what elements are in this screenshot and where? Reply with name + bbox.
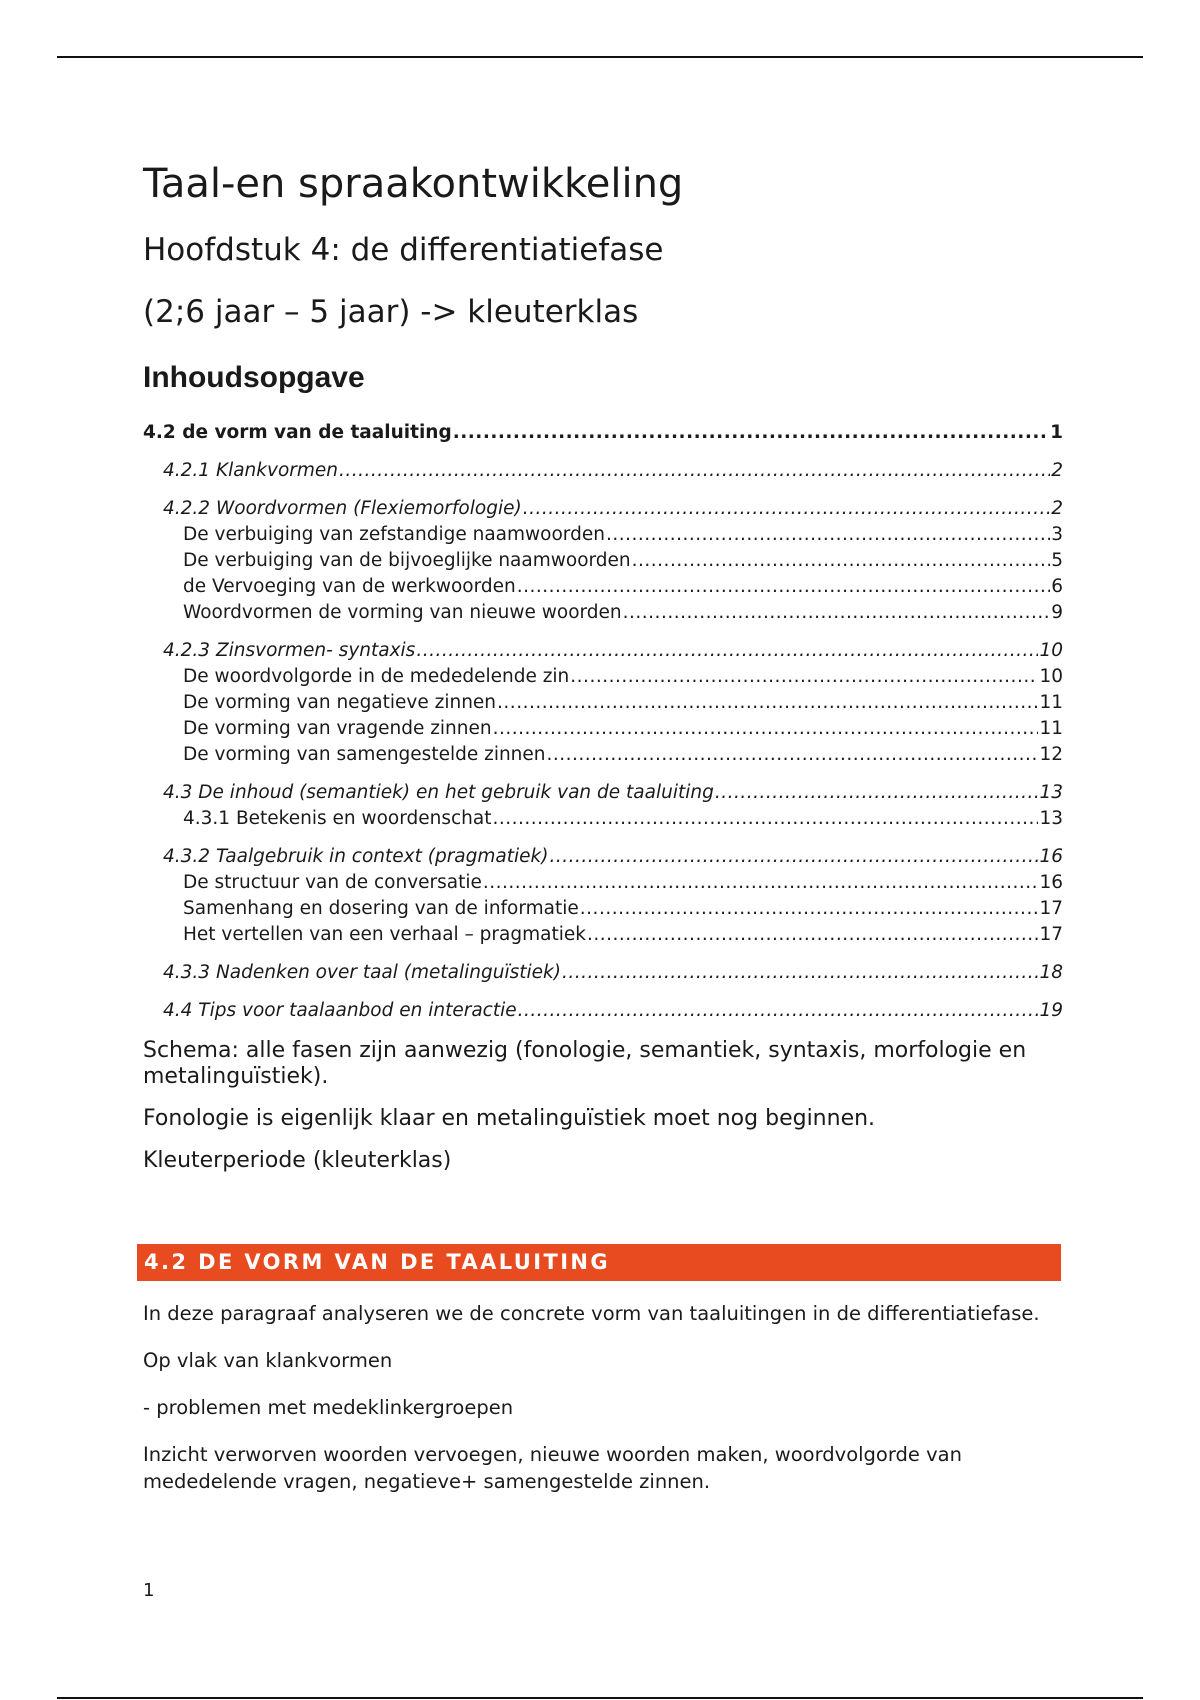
toc-page: 11 bbox=[1039, 692, 1063, 713]
page-number: 1 bbox=[143, 1580, 155, 1601]
toc-page: 11 bbox=[1039, 718, 1063, 739]
toc-label: 4.4 Tips voor taalaanbod en interactie bbox=[163, 1000, 517, 1021]
toc-entry[interactable] bbox=[143, 922, 1063, 948]
toc-label: De vorming van vragende zinnen bbox=[183, 718, 492, 739]
toc-leader bbox=[493, 806, 1039, 832]
toc-page: 16 bbox=[1039, 872, 1063, 893]
toc-label: 4.3.1 Betekenis en woordenschat bbox=[183, 808, 492, 829]
toc-label: De verbuiging van zefstandige naamwoorden bbox=[183, 524, 605, 545]
toc-entry[interactable] bbox=[143, 600, 1063, 626]
toc-label: 4.2 de vorm van de taaluiting bbox=[143, 422, 452, 443]
toc-leader bbox=[483, 870, 1039, 896]
toc-page: 12 bbox=[1039, 744, 1063, 765]
section-body bbox=[143, 1300, 1063, 1515]
toc-page: 18 bbox=[1039, 962, 1063, 983]
toc-leader bbox=[416, 638, 1038, 664]
toc-label: 4.2.1 Klankvormen bbox=[163, 460, 339, 481]
toc-label: De woordvolgorde in de mededelende zin bbox=[183, 666, 570, 687]
toc-page: 17 bbox=[1039, 898, 1063, 919]
toc-label: De vorming van negatieve zinnen bbox=[183, 692, 497, 713]
toc-page: 1 bbox=[1050, 422, 1063, 443]
toc-entry[interactable] bbox=[143, 458, 1063, 484]
inzicht-paragraph: Inzicht verworven woorden vervoegen, nieuwe woorden maken, woordvolgorde van mededelende vragen, negatieve+ samengestelde zinnen. bbox=[143, 1443, 962, 1493]
toc-entry[interactable] bbox=[143, 780, 1063, 806]
toc-page: 2 bbox=[1051, 460, 1063, 481]
toc-label: De structuur van de conversatie bbox=[183, 872, 482, 893]
toc-page: 3 bbox=[1051, 524, 1063, 545]
chapter-title: Hoofdstuk 4: de differentiatiefase bbox=[143, 232, 664, 268]
toc-page: 6 bbox=[1051, 576, 1063, 597]
toc-label: 4.3.2 Taalgebruik in context (pragmatiek) bbox=[163, 846, 549, 867]
toc-entry[interactable] bbox=[143, 716, 1063, 742]
toc-entry[interactable] bbox=[143, 496, 1063, 522]
fonologie-paragraph: Fonologie is eigenlijk klaar en metalinguïstiek moet nog beginnen. bbox=[143, 1106, 876, 1131]
toc-entry[interactable] bbox=[143, 522, 1063, 548]
toc-entry[interactable] bbox=[143, 960, 1063, 986]
toc-entry[interactable] bbox=[143, 638, 1063, 664]
bottom-rule bbox=[57, 1697, 1143, 1699]
toc-entry[interactable] bbox=[143, 742, 1063, 768]
toc-entry[interactable] bbox=[143, 574, 1063, 600]
toc-page: 16 bbox=[1039, 846, 1063, 867]
toc-leader bbox=[497, 690, 1038, 716]
toc-page: 9 bbox=[1051, 602, 1063, 623]
toc-page: 13 bbox=[1039, 782, 1063, 803]
toc-leader bbox=[518, 998, 1039, 1024]
section-intro-paragraph: In deze paragraaf analyseren we de concrete vorm van taaluitingen in de differentiatiefase. bbox=[143, 1302, 1040, 1325]
toc-leader bbox=[493, 716, 1039, 742]
toc-entry[interactable] bbox=[143, 420, 1063, 446]
toc-label: Samenhang en dosering van de informatie bbox=[183, 898, 579, 919]
toc-leader bbox=[523, 496, 1051, 522]
toc-page: 13 bbox=[1039, 808, 1063, 829]
toc-page: 10 bbox=[1039, 640, 1063, 661]
schema-paragraph: Schema: alle fasen zijn aanwezig (fonologie, semantiek, syntaxis, morfologie en metalinguïstiek). bbox=[143, 1038, 1027, 1089]
toc-entry[interactable] bbox=[143, 844, 1063, 870]
top-rule bbox=[57, 56, 1143, 58]
toc-page: 10 bbox=[1039, 666, 1063, 687]
toc-label: 4.2.2 Woordvormen (Flexiemorfologie) bbox=[163, 498, 522, 519]
toc-label: Het vertellen van een verhaal – pragmatiek bbox=[183, 924, 586, 945]
toc-leader bbox=[632, 548, 1051, 574]
toc-leader bbox=[587, 922, 1038, 948]
age-range: (2;6 jaar – 5 jaar) -> kleuterklas bbox=[143, 294, 639, 330]
toc-leader bbox=[580, 896, 1039, 922]
toc-leader bbox=[623, 600, 1051, 626]
document-title: Taal-en spraakontwikkeling bbox=[143, 161, 684, 207]
toc-leader bbox=[453, 420, 1049, 446]
toc-entry[interactable] bbox=[143, 998, 1063, 1024]
toc-leader bbox=[606, 522, 1050, 548]
kleuterperiode-paragraph: Kleuterperiode (kleuterklas) bbox=[143, 1148, 452, 1173]
document-body bbox=[143, 158, 1063, 1174]
toc-entry[interactable] bbox=[143, 690, 1063, 716]
toc-entry[interactable] bbox=[143, 806, 1063, 832]
klankvormen-paragraph: Op vlak van klankvormen bbox=[143, 1349, 393, 1372]
toc-leader bbox=[339, 458, 1050, 484]
section-heading-bar: 4.2 DE VORM VAN DE TAALUITING bbox=[137, 1244, 1061, 1281]
toc-label: 4.3.3 Nadenken over taal (metalinguïstiek) bbox=[163, 962, 561, 983]
toc-leader bbox=[562, 960, 1039, 986]
toc-page: 17 bbox=[1039, 924, 1063, 945]
medeklinker-paragraph: - problemen met medeklinkergroepen bbox=[143, 1396, 514, 1419]
toc-label: 4.3 De inhoud (semantiek) en het gebruik van de taaluiting bbox=[163, 782, 714, 803]
toc-page: 19 bbox=[1039, 1000, 1063, 1021]
toc-label: De verbuiging van de bijvoeglijke naamwoorden bbox=[183, 550, 631, 571]
toc-entry[interactable] bbox=[143, 896, 1063, 922]
toc-leader bbox=[549, 844, 1038, 870]
toc-label: De vorming van samengestelde zinnen bbox=[183, 744, 546, 765]
toc-leader bbox=[715, 780, 1039, 806]
toc-label: de Vervoeging van de werkwoorden bbox=[183, 576, 516, 597]
toc-label: Woordvormen de vorming van nieuwe woorden bbox=[183, 602, 622, 623]
toc-entry[interactable] bbox=[143, 870, 1063, 896]
toc-leader bbox=[570, 664, 1038, 690]
table-of-contents bbox=[143, 420, 1063, 1024]
toc-page: 2 bbox=[1051, 498, 1063, 519]
toc-heading: Inhoudsopgave bbox=[143, 361, 365, 394]
toc-entry[interactable] bbox=[143, 548, 1063, 574]
toc-entry[interactable] bbox=[143, 664, 1063, 690]
toc-leader bbox=[547, 742, 1039, 768]
toc-page: 5 bbox=[1051, 550, 1063, 571]
toc-label: 4.2.3 Zinsvormen- syntaxis bbox=[163, 640, 416, 661]
toc-leader bbox=[517, 574, 1050, 600]
